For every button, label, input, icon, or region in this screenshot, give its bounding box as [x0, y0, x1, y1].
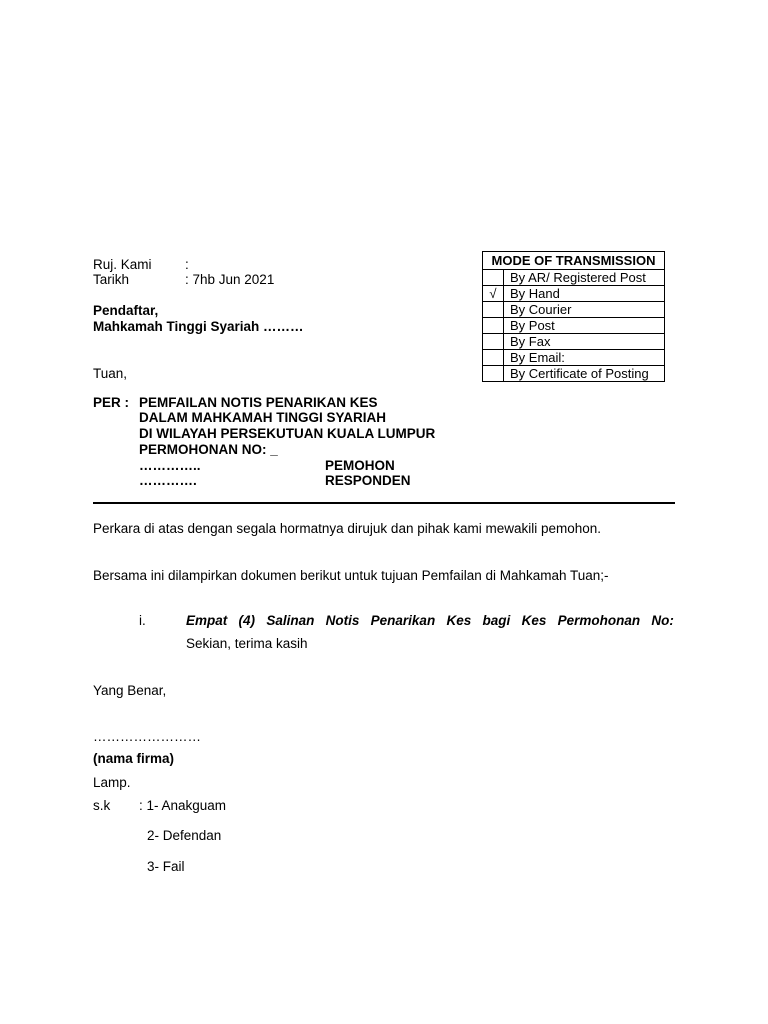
signature-dots: …………………… [93, 729, 201, 744]
mode-label: By Fax [504, 334, 665, 350]
party-2-role: RESPONDEN [325, 473, 411, 488]
ref-separator: : [185, 257, 189, 272]
recipient-title: Pendaftar, [93, 303, 159, 318]
mode-check-cell [483, 366, 504, 382]
list-item-number: i. [139, 613, 146, 628]
party-2-name: …………. [139, 473, 197, 488]
cc-item-2: 2- Defendan [147, 828, 222, 843]
cc-item-1: : 1- Anakguam [139, 798, 227, 813]
party-1-name: ………….. [139, 458, 201, 473]
list-item-word: Empat [186, 613, 228, 628]
mode-table-header: MODE OF TRANSMISSION [483, 252, 665, 270]
mode-table-row [483, 334, 665, 350]
mode-check-cell [483, 334, 504, 350]
subject-line-2: DALAM MAHKAMAH TINGGI SYARIAH [139, 410, 386, 425]
recipient-court: Mahkamah Tinggi Syariah ……… [93, 319, 304, 334]
body-paragraph-1: Perkara di atas dengan segala hormatnya dirujuk dan pihak kami mewakili pemohon. [93, 521, 602, 536]
subject-line-1: PEMFAILAN NOTIS PENARIKAN KES [139, 395, 378, 410]
list-item-word: Notis [325, 613, 360, 628]
mode-table-row [483, 286, 665, 302]
mode-label: By Post [504, 318, 665, 334]
subject-label: PER : [93, 395, 130, 410]
mode-check-cell [483, 302, 504, 318]
mode-check-cell [483, 270, 504, 286]
closing-line: Sekian, terima kasih [186, 636, 308, 651]
mode-table-row [483, 318, 665, 334]
list-item-word: bagi [482, 613, 511, 628]
mode-check-cell [483, 318, 504, 334]
list-item-text [186, 613, 674, 629]
mode-label: By Courier [504, 302, 665, 318]
subject-line-3: DI WILAYAH PERSEKUTUAN KUALA LUMPUR [139, 426, 436, 441]
date-label: Tarikh [93, 272, 130, 287]
list-item-word: Kes [446, 613, 472, 628]
mode-table-row [483, 270, 665, 286]
mode-table-row [483, 302, 665, 318]
list-item-word: Permohonan [557, 613, 641, 628]
firm-name: (nama firma) [93, 751, 175, 766]
mode-label: By Certificate of Posting [504, 366, 665, 382]
mode-check-cell [483, 350, 504, 366]
list-item-word: (4) [238, 613, 256, 628]
date-value: : 7hb Jun 2021 [185, 272, 275, 287]
yours-faithfully: Yang Benar, [93, 683, 167, 698]
subject-line-4: PERMOHONAN NO: _ [139, 442, 278, 457]
mode-label: By Email: [504, 350, 665, 366]
mode-label: By Hand [504, 286, 665, 302]
mode-table-row [483, 350, 665, 366]
ref-label: Ruj. Kami [93, 257, 152, 272]
divider-line [93, 502, 675, 504]
list-item-word: No: [651, 613, 674, 628]
party-1-role: PEMOHON [325, 458, 395, 473]
list-item-word: Kes [521, 613, 547, 628]
mode-check-cell: √ [483, 286, 504, 302]
mode-table-row [483, 366, 665, 382]
salutation: Tuan, [93, 366, 128, 381]
mode-of-transmission-table [482, 251, 665, 382]
enclosure-label: Lamp. [93, 775, 131, 790]
list-item-word: Salinan [266, 613, 315, 628]
list-item-word: Penarikan [370, 613, 436, 628]
cc-label: s.k [93, 798, 111, 813]
body-paragraph-2: Bersama ini dilampirkan dokumen berikut untuk tujuan Pemfailan di Mahkamah Tuan;- [93, 568, 609, 583]
cc-item-3: 3- Fail [147, 859, 185, 874]
mode-label: By AR/ Registered Post [504, 270, 665, 286]
